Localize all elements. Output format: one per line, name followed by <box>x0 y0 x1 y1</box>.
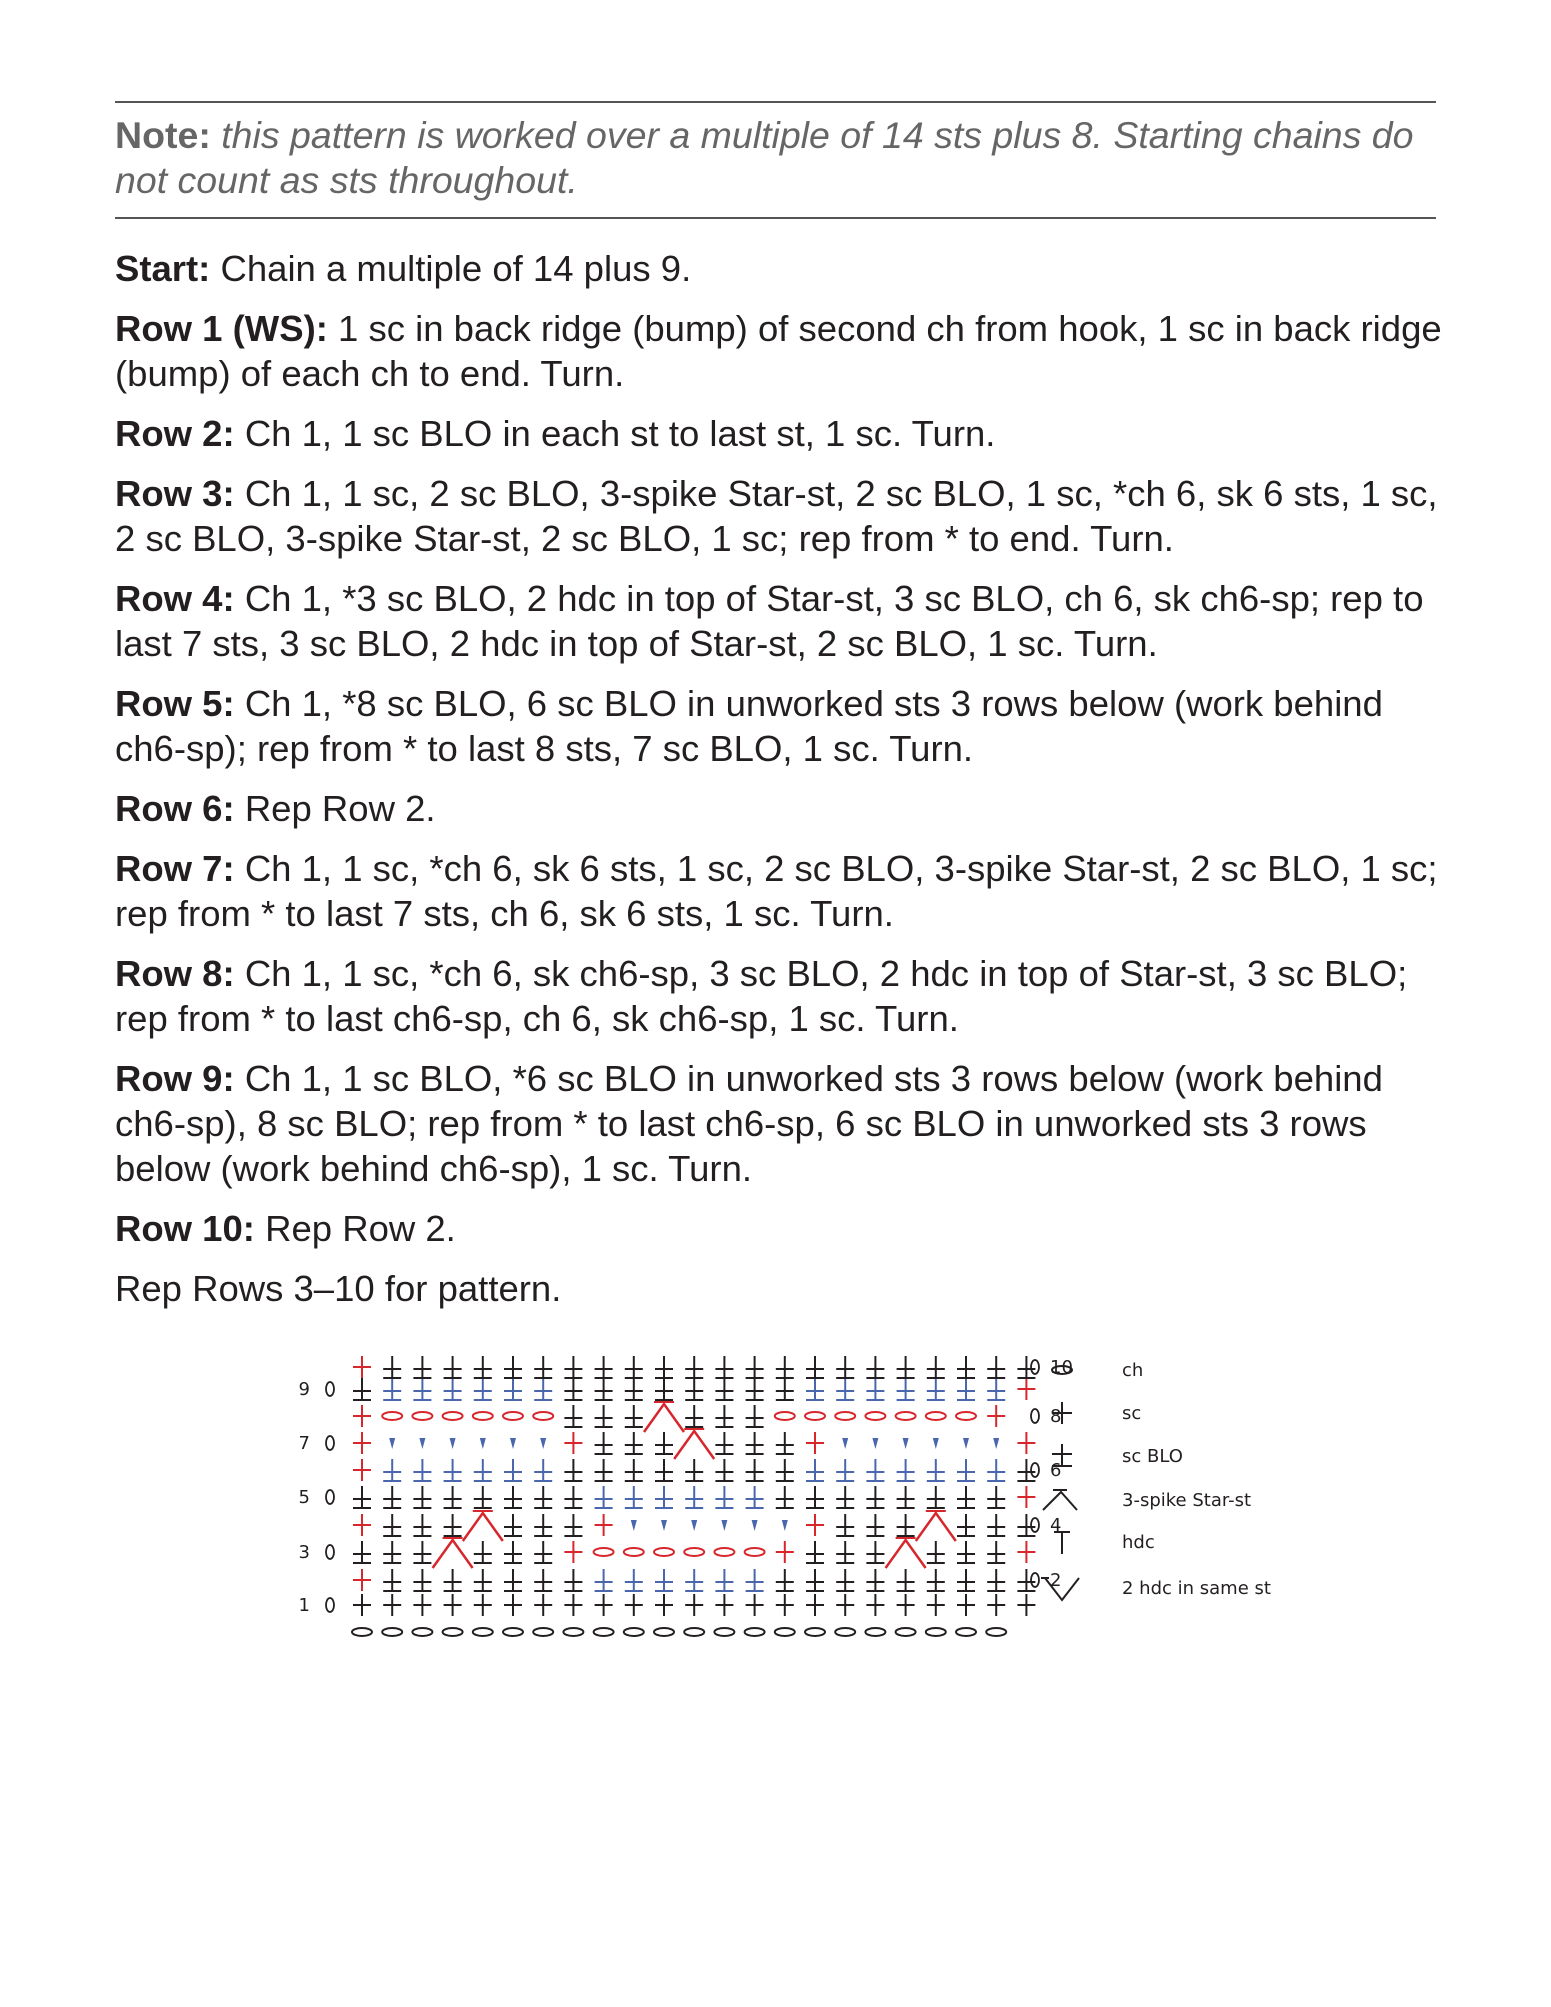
instruction-row <box>115 846 1445 936</box>
chain-symbol <box>775 1628 795 1636</box>
chain-symbol <box>594 1548 614 1556</box>
instruction-text: Chain a multiple of 14 plus 9. <box>220 248 692 289</box>
instruction-text: Ch 1, 1 sc BLO in each st to last st, 1 sc. Turn. <box>244 413 996 454</box>
hdc-tick-symbol <box>631 1520 637 1531</box>
chain-symbol <box>684 1548 704 1556</box>
hdc-tick-symbol <box>782 1520 788 1531</box>
instruction-text: Ch 1, *3 sc BLO, 2 hdc in top of Star-st, 3 sc BLO, ch 6, sk ch6-sp; rep to last 7 sts, 3 sc BLO, 2 hdc in top of Star-st, 2 sc BLO, 1 sc. Turn. <box>115 578 1424 664</box>
instruction-label: Row 7: <box>115 848 235 889</box>
instruction-label: Start: <box>115 248 211 289</box>
instruction-label: Row 1 (WS): <box>115 308 328 349</box>
hdc-tick-symbol <box>540 1438 546 1449</box>
hdc-tick-symbol <box>450 1438 456 1449</box>
hdc-tick-symbol <box>419 1438 425 1449</box>
hdc-tick-symbol <box>752 1520 758 1531</box>
instruction-row <box>115 411 1445 456</box>
legend-label: hdc <box>1122 1532 1155 1553</box>
turning-chain-symbol <box>326 1598 334 1612</box>
top-rule <box>115 101 1436 103</box>
hdc-tick-symbol <box>933 1438 939 1449</box>
chain-symbol <box>865 1628 885 1636</box>
hdc-tick-symbol <box>872 1438 878 1449</box>
chain-symbol <box>926 1412 946 1420</box>
chain-symbol <box>745 1628 765 1636</box>
chain-symbol <box>533 1628 553 1636</box>
instruction-label: Row 8: <box>115 953 235 994</box>
instruction-row <box>115 1056 1445 1191</box>
legend-label: ch <box>1122 1360 1144 1381</box>
chain-symbol <box>805 1412 825 1420</box>
instruction-row <box>115 306 1445 396</box>
instruction-label: Row 2: <box>115 413 235 454</box>
instruction-row <box>115 1266 1445 1311</box>
chain-symbol <box>865 1412 885 1420</box>
chain-symbol <box>956 1628 976 1636</box>
legend-label: sc <box>1122 1403 1142 1424</box>
chain-symbol <box>654 1548 674 1556</box>
stitch-chart <box>290 1357 1271 1670</box>
instruction-label: Row 5: <box>115 683 235 724</box>
hdc-tick-symbol <box>993 1438 999 1449</box>
instruction-row <box>115 246 1445 291</box>
turning-chain-symbol <box>326 1545 334 1559</box>
row-number: 2 <box>1050 1570 1062 1591</box>
row-number: 6 <box>1050 1460 1062 1481</box>
note-text: this pattern is worked over a multiple of 14 sts plus 8. Starting chains do not count as sts throughout. <box>115 114 1414 201</box>
chain-symbol <box>624 1548 644 1556</box>
chain-symbol <box>835 1412 855 1420</box>
instruction-row <box>115 786 1445 831</box>
chain-symbol <box>473 1628 493 1636</box>
legend-label: 3-spike Star-st <box>1122 1490 1252 1511</box>
row-number: 9 <box>298 1379 310 1400</box>
instruction-text: 1 sc in back ridge (bump) of second ch from hook, 1 sc in back ridge (bump) of each ch to end. Turn. <box>115 308 1442 394</box>
hdc-tick-symbol <box>480 1438 486 1449</box>
instruction-text: Ch 1, 1 sc BLO, *6 sc BLO in unworked sts 3 rows below (work behind ch6-sp), 8 sc BLO; rep from * to last ch6-sp, 6 sc BLO in unworked sts 3 rows below (work behind ch6-sp), 1 sc. Turn. <box>115 1058 1383 1189</box>
star-st-symbol <box>644 1404 684 1432</box>
instruction-label: Row 10: <box>115 1208 255 1249</box>
row-number: 7 <box>298 1433 310 1454</box>
instruction-label: Row 9: <box>115 1058 235 1099</box>
star-st-symbol <box>674 1431 714 1459</box>
hdc-tick-symbol <box>721 1520 727 1531</box>
star-st-symbol <box>916 1513 956 1541</box>
row-number: 3 <box>298 1542 310 1563</box>
instruction-text: Ch 1, 1 sc, *ch 6, sk ch6-sp, 3 sc BLO, 2 hdc in top of Star-st, 3 sc BLO; rep from * to last ch6-sp, ch 6, sk ch6-sp, 1 sc. Turn. <box>115 953 1408 1039</box>
chain-symbol <box>896 1628 916 1636</box>
instruction-text: Rep Row 2. <box>265 1208 456 1249</box>
bottom-rule <box>115 217 1436 219</box>
instruction-text: Rep Row 2. <box>244 788 436 829</box>
instruction-label: Row 4: <box>115 578 235 619</box>
instruction-text: Ch 1, 1 sc, 2 sc BLO, 3-spike Star-st, 2 sc BLO, 1 sc, *ch 6, sk 6 sts, 1 sc, 2 sc BLO, 3-spike Star-st, 2 sc BLO, 1 sc; rep from * to end. Turn. <box>115 473 1438 559</box>
pattern-instructions <box>115 246 1445 1326</box>
legend-label: sc BLO <box>1122 1446 1183 1467</box>
chain-symbol <box>382 1628 402 1636</box>
chain-symbol <box>624 1628 644 1636</box>
star-st-symbol <box>463 1513 503 1541</box>
hdc-tick-symbol <box>389 1438 395 1449</box>
instruction-text: Rep Rows 3–10 for pattern. <box>115 1268 562 1309</box>
turning-chain-symbol <box>1031 1463 1039 1477</box>
turning-chain-symbol <box>1031 1573 1039 1587</box>
row-number: 4 <box>1050 1515 1062 1536</box>
chain-symbol <box>805 1628 825 1636</box>
chain-symbol <box>352 1628 372 1636</box>
instruction-label: Row 3: <box>115 473 235 514</box>
chain-symbol <box>714 1548 734 1556</box>
row-number: 5 <box>298 1487 310 1508</box>
turning-chain-symbol <box>326 1382 334 1396</box>
turning-chain-symbol <box>1031 1518 1039 1532</box>
chain-symbol <box>382 1412 402 1420</box>
instruction-row <box>115 471 1445 561</box>
chain-symbol <box>926 1628 946 1636</box>
chain-symbol <box>503 1628 523 1636</box>
instruction-row <box>115 951 1445 1041</box>
legend-label: 2 hdc in same st <box>1122 1578 1271 1599</box>
turning-chain-symbol <box>1031 1360 1039 1374</box>
instruction-text: Ch 1, 1 sc, *ch 6, sk 6 sts, 1 sc, 2 sc BLO, 3-spike Star-st, 2 sc BLO, 1 sc; rep from * to last 7 sts, ch 6, sk 6 sts, 1 sc. Turn. <box>115 848 1438 934</box>
instruction-label: Row 6: <box>115 788 235 829</box>
hdc-tick-symbol <box>510 1438 516 1449</box>
star-st-symbol <box>886 1540 926 1568</box>
chain-symbol <box>412 1412 432 1420</box>
turning-chain-symbol <box>1031 1409 1039 1423</box>
chain-symbol <box>684 1628 704 1636</box>
note-label: Note: <box>115 114 211 156</box>
turning-chain-symbol <box>326 1490 334 1504</box>
chain-symbol <box>443 1412 463 1420</box>
chain-symbol <box>775 1412 795 1420</box>
row-number: 8 <box>1050 1406 1062 1427</box>
chain-symbol <box>443 1628 463 1636</box>
hdc-tick-symbol <box>842 1438 848 1449</box>
hdc-tick-symbol <box>661 1520 667 1531</box>
chain-symbol <box>896 1412 916 1420</box>
chain-symbol <box>503 1412 523 1420</box>
chain-symbol <box>745 1548 765 1556</box>
chain-symbol <box>533 1412 553 1420</box>
turning-chain-symbol <box>326 1436 334 1450</box>
pattern-note <box>115 113 1436 203</box>
chain-symbol <box>563 1628 583 1636</box>
star-st-symbol <box>433 1540 473 1568</box>
instruction-row <box>115 1206 1445 1251</box>
row-number: 10 <box>1050 1357 1073 1378</box>
instruction-text: Ch 1, *8 sc BLO, 6 sc BLO in unworked sts 3 rows below (work behind ch6-sp); rep from * to last 8 sts, 7 sc BLO, 1 sc. Turn. <box>115 683 1383 769</box>
row-number: 1 <box>298 1595 310 1616</box>
chain-symbol <box>654 1628 674 1636</box>
chain-symbol <box>714 1628 734 1636</box>
chain-symbol <box>835 1628 855 1636</box>
chain-symbol <box>594 1628 614 1636</box>
chain-symbol <box>473 1412 493 1420</box>
star-st-symbol-icon <box>1043 1490 1077 1510</box>
instruction-row <box>115 576 1445 666</box>
hdc-tick-symbol <box>691 1520 697 1531</box>
hdc-tick-symbol <box>963 1438 969 1449</box>
instruction-row <box>115 681 1445 771</box>
hdc-tick-symbol <box>903 1438 909 1449</box>
chain-symbol <box>956 1412 976 1420</box>
chain-symbol <box>986 1628 1006 1636</box>
chain-symbol <box>412 1628 432 1636</box>
